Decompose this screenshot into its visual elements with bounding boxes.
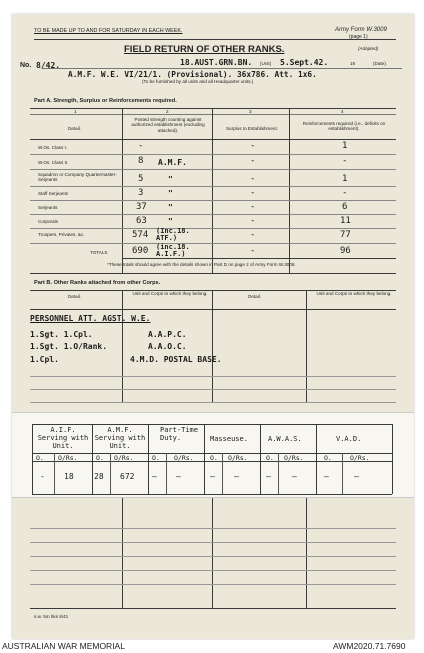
row-reinforcements: -	[342, 156, 348, 166]
part-b-header-rule	[30, 309, 396, 310]
group-divider	[204, 424, 205, 494]
lower-value: 18	[64, 472, 74, 481]
row-detail: Troopers, Privates, &c.	[38, 232, 85, 237]
row-posted: 574	[132, 230, 149, 240]
lower-value: —	[234, 472, 239, 481]
part-b-row-rule	[30, 389, 396, 390]
sub-header: O.	[152, 454, 160, 462]
sub-header: O/Rs.	[284, 454, 304, 462]
blank-grid-divider	[212, 498, 213, 608]
row-rule	[30, 243, 396, 244]
part-b-header-detail-1: Detail.	[68, 294, 82, 299]
row-posted-note: "	[168, 189, 173, 198]
row-rule	[30, 228, 396, 229]
blank-grid-rule	[30, 570, 396, 571]
row-detail: Squadron or Company Quartermaster-Serjeants	[38, 172, 117, 183]
sub-header: O/Rs.	[58, 454, 78, 462]
lower-value: -	[40, 472, 45, 481]
sub-header: O/Rs.	[174, 454, 194, 462]
date-label: (Date).	[373, 61, 388, 66]
form-id: Army Form W.3009	[335, 27, 387, 33]
attached-detail: 1.Cpl.	[30, 355, 59, 364]
date-value: 5.Sept.42.	[280, 58, 329, 67]
group-header-amf: A.M.F. Serving with Unit.	[94, 426, 146, 450]
row-posted: 3	[138, 188, 144, 198]
part-b-header-unit-1: Unit and Corps to which they belong.	[132, 291, 208, 296]
sub-header: O.	[266, 454, 274, 462]
part-b-header-unit-2: Unit and Corps to which they belong.	[316, 291, 392, 296]
blank-grid-rule	[30, 556, 396, 557]
form-sheet	[12, 14, 414, 639]
year-prefix: 19	[350, 61, 356, 66]
row-surplus: -	[250, 174, 256, 184]
sub-divider	[166, 453, 167, 494]
part-b-header-detail-2: Detail.	[248, 294, 262, 299]
col-number-2: 2	[166, 109, 169, 114]
totals-reinforcements: 96	[340, 246, 351, 256]
personnel-title: PERSONNEL ATT. AGST. W.E.	[30, 314, 151, 323]
row-posted-note: (Inc.18. ATF.)	[156, 227, 190, 242]
lower-value: —	[210, 472, 215, 481]
print-note: s.w. 5m bks 8/41	[34, 614, 69, 619]
part-a-number-rule	[30, 114, 396, 115]
row-reinforcements: 1	[342, 141, 348, 151]
group-header-vad: V.A.D.	[336, 435, 362, 443]
row-reinforcements: -	[342, 188, 348, 198]
group-header-aif: A.I.F. Serving with Unit.	[37, 426, 89, 450]
lower-table-top-rule	[32, 424, 392, 425]
return-number: 8/42.	[36, 61, 61, 70]
unit-label: (Unit)	[260, 61, 272, 66]
totals-label: TOTALS	[90, 250, 108, 255]
group-header-masseuse: Masseuse.	[210, 435, 248, 443]
lower-value: —	[266, 472, 271, 481]
part-b-col-divider-2	[212, 290, 213, 402]
row-detail: Staff Serjeants	[38, 191, 69, 196]
group-header-awas: A.W.A.S.	[268, 435, 302, 443]
sub-divider	[278, 453, 279, 494]
blank-grid-divider	[122, 498, 123, 608]
sub-header: O/Rs.	[228, 454, 248, 462]
attached-unit: A.A.O.C.	[148, 342, 187, 351]
col-header-posted: Posted strength counting against authorized establishment (excluding attached).	[131, 117, 205, 133]
col-number-4: 4	[341, 109, 344, 114]
page-number: (page 1)	[349, 34, 368, 40]
part-a-col-divider-3	[289, 108, 290, 273]
lower-value: 28	[94, 472, 104, 481]
row-detail: W.Os. Class II.	[38, 160, 69, 165]
row-posted-note: A.M.F.	[158, 158, 187, 167]
row-detail: Corporals	[38, 219, 58, 224]
col-header-detail: Detail.	[68, 126, 82, 131]
blank-grid-rule	[30, 528, 396, 529]
sub-divider	[110, 453, 111, 494]
attached-detail: 1.Sgt. 1.Cpl.	[30, 330, 93, 339]
part-b-heading: Part B. Other Ranks attached from other Corps.	[34, 280, 161, 286]
furnished-note: (To be furnished by all units and all Headquarter units.)	[142, 79, 254, 84]
part-a-col-divider-1	[122, 108, 123, 273]
col-number-3: 3	[249, 109, 252, 114]
row-surplus: -	[250, 230, 256, 240]
row-rule	[30, 154, 396, 155]
unit-value: 18.AUST.GRN.BN.	[180, 58, 253, 67]
adapted-note: (Adapted)	[358, 46, 379, 51]
row-reinforcements: 1	[342, 174, 348, 184]
row-detail: Serjeants	[38, 205, 58, 210]
totals-rule	[122, 258, 396, 259]
row-posted: 63	[136, 216, 147, 226]
col-header-surplus: Surplus to Establishment.	[225, 126, 279, 131]
row-detail: W.Os. Class I.	[38, 145, 68, 150]
lower-value: —	[292, 472, 297, 481]
row-posted: -	[138, 141, 144, 151]
row-rule	[30, 200, 396, 201]
row-surplus: -	[250, 156, 256, 166]
row-rule	[30, 186, 396, 187]
part-a-heading: Part A. Strength, Surplus or Reinforcements required.	[34, 98, 177, 104]
group-divider	[148, 424, 149, 494]
totals-posted-note: (inc.18. A.I.F.)	[156, 243, 190, 258]
row-reinforcements: 11	[340, 216, 351, 226]
lower-value: —	[354, 472, 359, 481]
lower-value: 672	[120, 472, 135, 481]
part-a-bottom-rule	[30, 273, 396, 274]
attached-unit: 4.M.D. POSTAL BASE.	[130, 355, 222, 364]
row-surplus: -	[250, 202, 256, 212]
lower-value: —	[324, 472, 329, 481]
totals-footnote: *These totals should agree with the details shown in Part D on page 2 of Army Form W.3009.	[107, 262, 296, 267]
totals-surplus: -	[250, 246, 256, 256]
col-number-1: 1	[74, 109, 77, 114]
row-posted-note: "	[168, 175, 173, 184]
lower-value: —	[176, 472, 181, 481]
row-posted: 5	[138, 174, 144, 184]
attached-unit: A.A.P.C.	[148, 330, 187, 339]
row-reinforcements: 6	[342, 202, 348, 212]
row-posted-note: "	[168, 203, 173, 212]
archive-name: AUSTRALIAN WAR MEMORIAL	[2, 641, 125, 651]
attached-detail: 1.Sgt. 1.O/Rank.	[30, 342, 108, 351]
blank-grid-rule	[30, 584, 396, 585]
row-surplus: -	[250, 141, 256, 151]
group-header-part-time: Part-Time Duty.	[160, 426, 198, 442]
sub-header: O/Rs.	[350, 454, 370, 462]
row-reinforcements: 77	[340, 230, 351, 240]
sub-header: O.	[210, 454, 218, 462]
sub-header: O.	[324, 454, 332, 462]
establishment-line: A.M.F. W.E. VI/21/1. (Provisional). 36x786. Att. 1x6.	[68, 70, 317, 79]
number-line	[42, 68, 402, 69]
blank-grid-bottom-rule	[30, 608, 396, 609]
lower-table-left-edge	[32, 424, 33, 494]
part-a-col-divider-2	[212, 108, 213, 273]
form-title: FIELD RETURN OF OTHER RANKS.	[124, 44, 285, 55]
row-posted: 37	[136, 202, 147, 212]
sub-header: O.	[96, 454, 104, 462]
part-b-row-rule	[30, 402, 396, 403]
group-divider	[92, 424, 93, 494]
header-rule	[34, 39, 396, 40]
sub-divider	[54, 453, 55, 494]
part-b-row-rule	[30, 376, 396, 377]
lower-table-bottom-rule	[32, 494, 392, 495]
row-surplus: -	[250, 216, 256, 226]
row-posted: 8	[138, 156, 144, 166]
lower-value: —	[152, 472, 157, 481]
blank-grid-divider	[306, 498, 307, 608]
group-divider	[260, 424, 261, 494]
part-b-col-divider-1	[122, 290, 123, 402]
archive-footer	[0, 640, 424, 653]
totals-posted: 690	[132, 246, 149, 256]
row-posted-note: "	[168, 217, 173, 226]
row-rule	[30, 214, 396, 215]
col-header-reinforcements: Reinforcements required (i.e., deficits on establishment).	[302, 121, 386, 132]
blank-grid-rule	[30, 542, 396, 543]
part-b-col-divider-3	[306, 290, 307, 402]
part-a-header-rule	[30, 139, 396, 140]
weekly-note: TO BE MADE UP TO AND FOR SATURDAY IN EACH WEEK.	[34, 28, 183, 34]
row-rule	[30, 169, 396, 170]
lower-table-right-edge	[392, 424, 393, 494]
sub-header: O/Rs.	[114, 454, 134, 462]
sub-header: O.	[36, 454, 44, 462]
sub-divider	[342, 453, 343, 494]
row-surplus: -	[250, 188, 256, 198]
number-label: No.	[20, 62, 32, 69]
sub-divider	[222, 453, 223, 494]
archive-accession: AWM2020.71.7690	[333, 641, 406, 651]
group-divider	[316, 424, 317, 494]
